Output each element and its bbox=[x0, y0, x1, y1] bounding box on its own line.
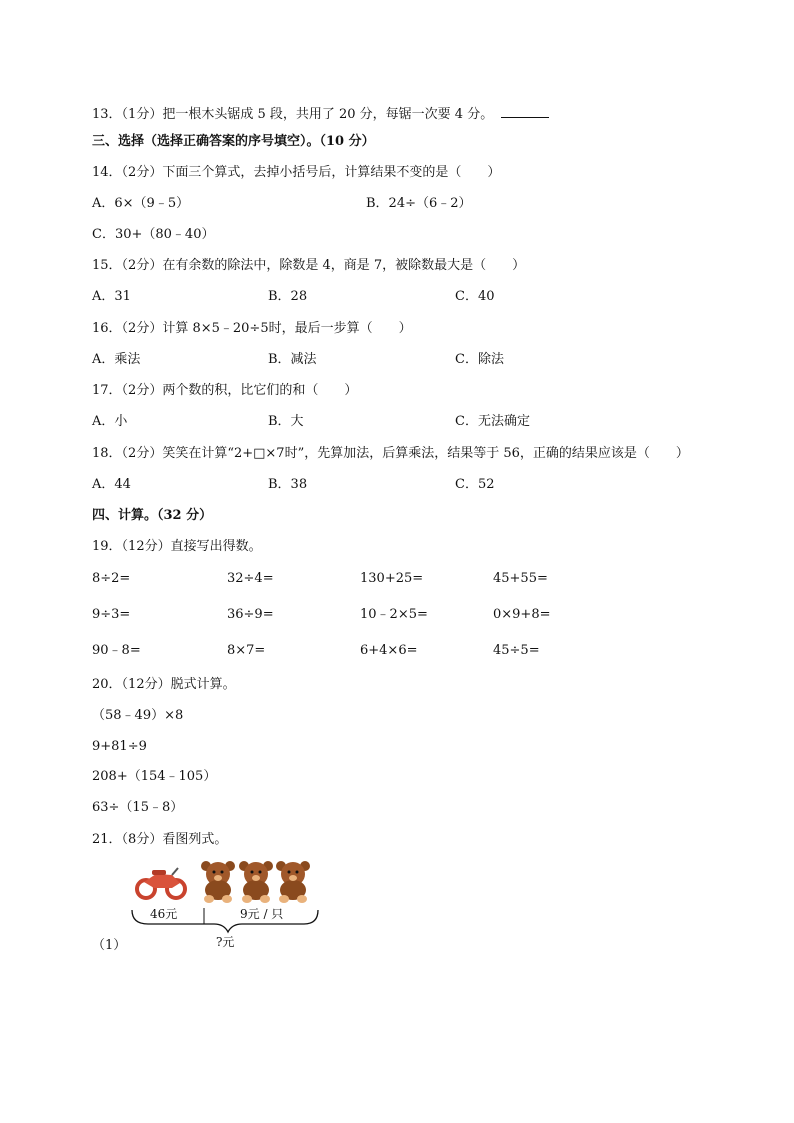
question-17-option-c[interactable]: C．无法确定 bbox=[455, 414, 530, 429]
question-15-option-b[interactable]: B．28 bbox=[268, 289, 308, 304]
answer-blank[interactable] bbox=[501, 104, 549, 118]
oral-calc-item: 6+4×6= bbox=[360, 643, 418, 658]
oral-calc-item: 32÷4= bbox=[227, 571, 274, 586]
question-19-text: 19．（12分）直接写出得数。 bbox=[92, 539, 262, 554]
question-18-option-a[interactable]: A．44 bbox=[92, 477, 131, 492]
oral-calc-item: 45+55= bbox=[493, 571, 548, 586]
figure-total-label: ?元 bbox=[216, 935, 235, 949]
question-14-text: 14．（2分）下面三个算式，去掉小括号后，计算结果不变的是（ ） bbox=[92, 165, 501, 180]
question-14-option-c[interactable]: C．30+（80﹣40） bbox=[92, 227, 215, 242]
oral-calc-item: 8÷2= bbox=[92, 571, 131, 586]
oral-calc-item: 90﹣8= bbox=[92, 643, 141, 658]
question-16-text: 16．（2分）计算 8×5﹣20÷5时，最后一步算（ ） bbox=[92, 321, 412, 336]
question-15-option-c[interactable]: C．40 bbox=[455, 289, 495, 304]
stepwise-calc-item: 63÷（15﹣8） bbox=[92, 800, 184, 815]
question-16-option-a[interactable]: A．乘法 bbox=[92, 352, 141, 367]
oral-calc-item: 130+25= bbox=[360, 571, 424, 586]
question-21-sub-1: （1） bbox=[92, 938, 127, 953]
question-17-text: 17．（2分）两个数的积，比它们的和（ ） bbox=[92, 383, 358, 398]
question-13 bbox=[92, 104, 549, 123]
teddy-bear-icon bbox=[201, 861, 235, 903]
oral-calc-item: 8×7= bbox=[227, 643, 266, 658]
section-4-title: 四、计算。（32 分） bbox=[92, 508, 213, 523]
motorcycle-icon bbox=[137, 868, 185, 898]
question-14-option-b[interactable]: B．24÷（6﹣2） bbox=[366, 196, 472, 211]
question-17-option-b[interactable]: B．大 bbox=[268, 414, 304, 429]
stepwise-calc-item: （58﹣49）×8 bbox=[92, 708, 184, 723]
question-13-text: 13．（1分）把一根木头锯成 5 段，共用了 20 分，每锯一次要 4 分。 bbox=[92, 107, 494, 122]
question-21-figure bbox=[128, 858, 328, 954]
question-15-option-a[interactable]: A．31 bbox=[92, 289, 131, 304]
question-20-text: 20．（12分）脱式计算。 bbox=[92, 677, 236, 692]
question-18-option-c[interactable]: C．52 bbox=[455, 477, 495, 492]
teddy-bear-icon bbox=[276, 861, 310, 903]
question-18-text: 18．（2分）笑笑在计算“2+□×7时”，先算加法，后算乘法，结果等于 56，正确的结果应该是（ ） bbox=[92, 446, 689, 461]
oral-calc-item: 9÷3= bbox=[92, 607, 131, 622]
question-14-option-a[interactable]: A．6×（9﹣5） bbox=[92, 196, 190, 211]
stepwise-calc-item: 208+（154﹣105） bbox=[92, 769, 217, 784]
section-3-title: 三、选择（选择正确答案的序号填空）。（10 分） bbox=[92, 134, 375, 149]
question-21-text: 21．（8分）看图列式。 bbox=[92, 832, 228, 847]
question-16-option-b[interactable]: B．减法 bbox=[268, 352, 317, 367]
figure-left-label: 46元 bbox=[150, 907, 178, 921]
question-16-option-c[interactable]: C．除法 bbox=[455, 352, 504, 367]
question-17-option-a[interactable]: A．小 bbox=[92, 414, 128, 429]
stepwise-calc-item: 9+81÷9 bbox=[92, 739, 147, 754]
question-18-option-b[interactable]: B．38 bbox=[268, 477, 308, 492]
oral-calc-item: 45÷5= bbox=[493, 643, 540, 658]
question-15-text: 15．（2分）在有余数的除法中，除数是 4，商是 7，被除数最大是（ ） bbox=[92, 258, 526, 273]
figure-right-label: 9元 / 只 bbox=[240, 907, 284, 921]
oral-calc-item: 36÷9= bbox=[227, 607, 274, 622]
teddy-bear-icon bbox=[239, 861, 273, 903]
oral-calc-item: 10﹣2×5= bbox=[360, 607, 428, 622]
oral-calc-item: 0×9+8= bbox=[493, 607, 551, 622]
